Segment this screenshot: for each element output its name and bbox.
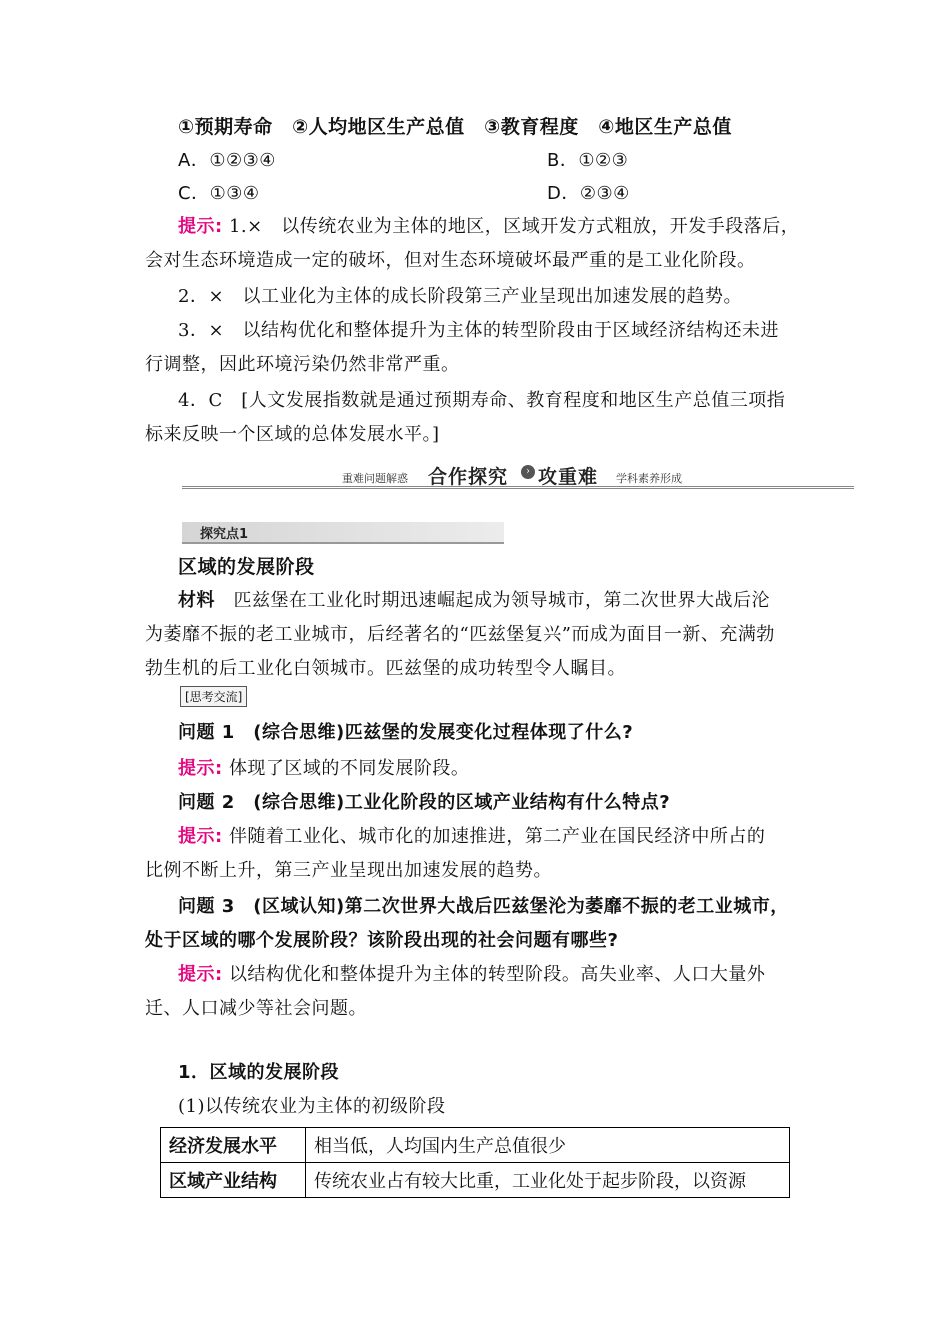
answer-1-text: 1.× 以传统农业为主体的地区，区域开发方式粗放，开发手段落后，	[228, 216, 800, 237]
banner-right-text: 学科素养形成	[616, 472, 682, 485]
hint-1-text: 体现了区域的不同发展阶段。	[228, 758, 470, 779]
hint-1	[178, 758, 469, 780]
option-b: B．①②③	[547, 150, 629, 171]
material-line2: 为萎靡不振的老工业城市，后经著名的“匹兹堡复兴”而成为面目一新、充满勃	[145, 624, 775, 645]
hint-label: 提示:	[178, 758, 223, 779]
banner-title-2: 攻重难	[538, 466, 599, 488]
hint-label: 提示:	[178, 826, 223, 847]
material-line1	[178, 590, 770, 612]
question-3-line2: 处于区域的哪个发展阶段？该阶段出现的社会问题有哪些?	[145, 930, 619, 951]
banner-left-text: 重难问题解惑	[342, 472, 408, 485]
answer-1-line1	[178, 216, 799, 238]
option-d: D．②③④	[547, 183, 630, 204]
explore-point-label: 探究点1	[200, 527, 249, 542]
material-line3: 勃生机的后工业化白领城市。匹兹堡的成功转型令人瞩目。	[145, 658, 626, 679]
hint-label: 提示:	[178, 216, 223, 237]
section-heading: 区域的发展阶段	[178, 556, 315, 578]
table-row	[161, 1163, 790, 1198]
answer-4-line2: 标来反映一个区域的总体发展水平。]	[145, 424, 440, 445]
summary-title: 1．区域的发展阶段	[178, 1062, 340, 1083]
answer-4-line1: 4．C [人文发展指数就是通过预期寿命、教育程度和地区生产总值三项指	[178, 390, 786, 411]
banner-rule	[182, 486, 854, 489]
explore-point-tag	[182, 522, 504, 544]
answer-3-line1: 3．× 以结构优化和整体提升为主体的转型阶段由于区域经济结构还未进	[178, 320, 780, 341]
answer-1-line2: 会对生态环境造成一定的破坏，但对生态环境破坏最严重的是工业化阶段。	[145, 250, 756, 271]
question-items: ①预期寿命 ②人均地区生产总值 ③教育程度 ④地区生产总值	[178, 116, 732, 138]
hint-2-line2: 比例不断上升，第三产业呈现出加速发展的趋势。	[145, 860, 552, 881]
answer-2: 2．× 以工业化为主体的成长阶段第三产业呈现出加速发展的趋势。	[178, 286, 743, 307]
question-3-line1: 问题 3 (区域认知)第二次世界大战后匹兹堡沦为萎靡不振的老工业城市，	[178, 896, 789, 917]
question-2: 问题 2 (综合思维)工业化阶段的区域产业结构有什么特点?	[178, 792, 671, 813]
hint-2-line1	[178, 826, 765, 848]
table-cell-value: 传统农业占有较大比重，工业化处于起步阶段，以资源	[306, 1163, 790, 1198]
table-cell-label: 区域产业结构	[161, 1163, 306, 1198]
discussion-tag: [思考交流]	[180, 686, 247, 707]
banner-title-1: 合作探究	[428, 466, 509, 488]
table-cell-label: 经济发展水平	[161, 1128, 306, 1163]
banner-arrow-icon: ›	[521, 465, 535, 479]
hint-label: 提示:	[178, 964, 223, 985]
section-banner	[182, 460, 854, 492]
material-label: 材料	[178, 590, 215, 611]
table-cell-value: 相当低，人均国内生产总值很少	[306, 1128, 790, 1163]
material-text: 匹兹堡在工业化时期迅速崛起成为领导城市，第二次世界大战后沦	[215, 590, 770, 611]
question-1: 问题 1 (综合思维)匹兹堡的发展变化过程体现了什么?	[178, 722, 634, 743]
answer-3-line2: 行调整，因此环境污染仍然非常严重。	[145, 354, 460, 375]
summary-subtitle: (1)以传统农业为主体的初级阶段	[178, 1096, 446, 1117]
option-a: A．①②③④	[178, 150, 276, 171]
hint-3-text: 以结构优化和整体提升为主体的转型阶段。高失业率、人口大量外	[228, 964, 766, 985]
table-row	[161, 1128, 790, 1163]
hint-2-text: 伴随着工业化、城市化的加速推进，第二产业在国民经济中所占的	[228, 826, 766, 847]
stage-table	[160, 1127, 790, 1198]
option-c: C．①③④	[178, 183, 260, 204]
hint-3-line1	[178, 964, 765, 986]
hint-3-line2: 迁、人口减少等社会问题。	[145, 998, 367, 1019]
